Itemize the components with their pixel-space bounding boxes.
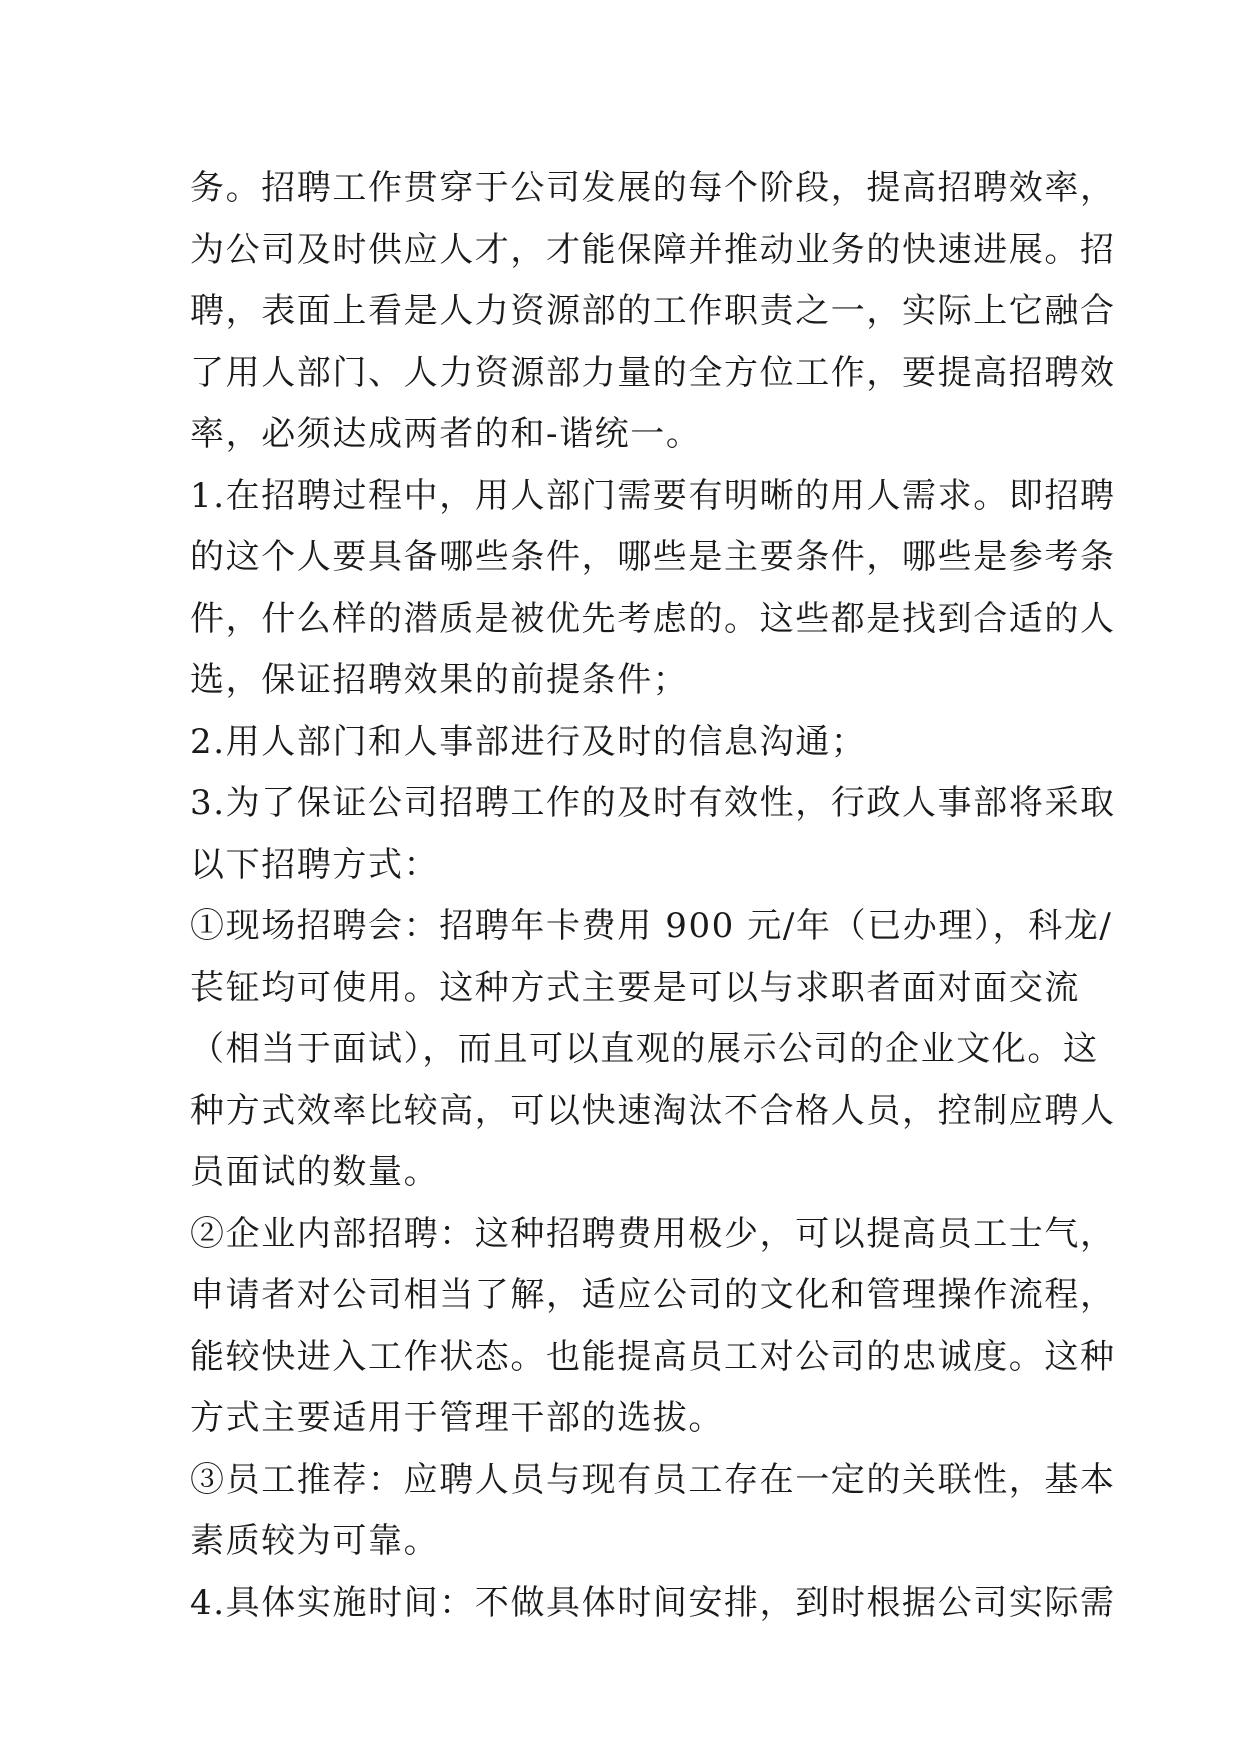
text-line: 选，保证招聘效果的前提条件；	[190, 660, 689, 700]
text-line: 员面试的数量。	[190, 1152, 440, 1192]
text-line: ②企业内部招聘：这种招聘费用极少，可以提高员工士气，	[190, 1213, 1116, 1254]
text-line: 以下招聘方式：	[190, 844, 440, 885]
text-line: 苌钲均可使用。这种方式主要是可以与求职者面对面交流	[190, 967, 1080, 1008]
text-line: 聘，表面上看是人力资源部的工作职责之一，实际上它融合	[190, 291, 1116, 331]
text-line: （相当于面试），而且可以直观的展示公司的企业文化。这	[190, 1029, 1099, 1069]
text-line: 申请者对公司相当了解，适应公司的文化和管理操作流程，	[190, 1275, 1116, 1315]
text-line: 方式主要适用于管理干部的选拔。	[190, 1398, 724, 1438]
text-line: 2.用人部门和人事部进行及时的信息沟通；	[190, 721, 867, 762]
text-line: 种方式效率比较高，可以快速淘汰不合格人员，控制应聘人	[190, 1090, 1116, 1131]
text-line: 率，必须达成两者的和-谐统一。	[190, 414, 702, 454]
text-line: ③员工推荐：应聘人员与现有员工存在一定的关联性，基本	[190, 1459, 1116, 1500]
text-line: 1.在招聘过程中，用人部门需要有明晰的用人需求。即招聘	[190, 475, 1116, 516]
text-line: 素质较为可靠。	[190, 1521, 440, 1561]
text-line: 为公司及时供应人才，才能保障并推动业务的快速进展。招	[190, 229, 1116, 270]
text-line: 的这个人要具备哪些条件，哪些是主要条件，哪些是参考条	[190, 537, 1116, 577]
text-line: 了用人部门、人力资源部力量的全方位工作，要提高招聘效	[190, 352, 1116, 393]
text-line: 4.具体实施时间：不做具体时间安排，到时根据公司实际需	[190, 1582, 1116, 1623]
text-line: 3.为了保证公司招聘工作的及时有效性，行政人事部将采取	[190, 783, 1116, 823]
text-line: 件，什么样的潜质是被优先考虑的。这些都是找到合适的人	[190, 598, 1116, 639]
text-line: ①现场招聘会：招聘年卡费用 900 元/年（已办理），科龙/	[190, 906, 1113, 946]
body-text	[190, 158, 1116, 1634]
text-line: 能较快进入工作状态。也能提高员工对公司的忠诚度。这种	[190, 1336, 1116, 1377]
text-line: 务。招聘工作贯穿于公司发展的每个阶段，提高招聘效率，	[190, 168, 1116, 208]
